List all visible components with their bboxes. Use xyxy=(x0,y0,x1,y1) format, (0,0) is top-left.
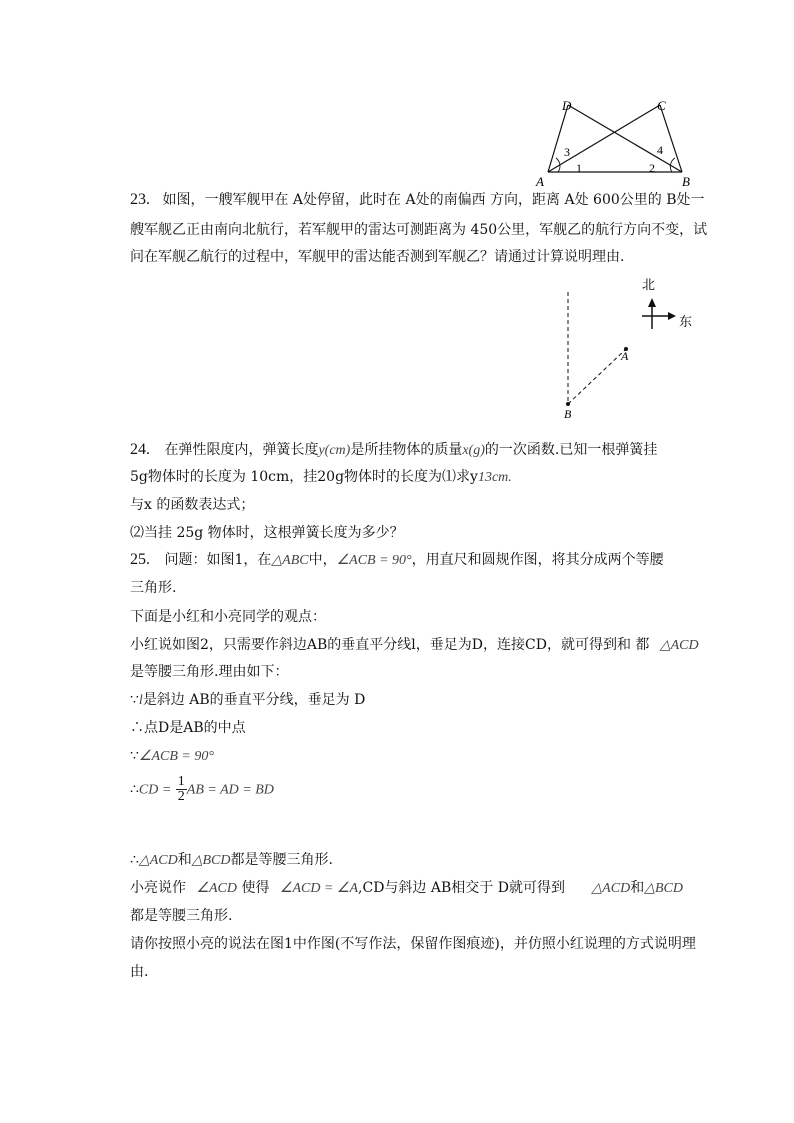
q25-line-3: 下面是小红和小亮同学的观点： xyxy=(130,609,326,625)
tri-acd: △ACD xyxy=(138,853,178,868)
q24-line-3: 与x 的函数表达式； xyxy=(130,497,255,513)
fraction-numerator: 1 xyxy=(177,774,185,789)
q25-angle-eq: ∠ACB = 90° xyxy=(336,553,412,568)
q25-line-5: 是等腰三角形.理由如下： xyxy=(130,664,289,680)
xl-text-a: 小亮说作 xyxy=(130,880,186,896)
fraction-one-half xyxy=(176,775,187,804)
angle-label-3: 3 xyxy=(564,145,570,159)
q24-text-2b: ⑴求y xyxy=(442,469,478,485)
label-C: C xyxy=(657,98,666,113)
xl-angle-eq: ∠ACD = ∠A xyxy=(279,881,359,896)
ab-equation: AB = AD = BD xyxy=(186,782,274,798)
q24-text-1c: 的一次函数.已知一根弹簧挂 xyxy=(484,442,658,458)
q24-x-var: x(g) xyxy=(462,443,485,458)
q23-line-2: 艘军舰乙正由南向北航行，若军舰甲的雷达可测距离为 450公里，军舰乙的航行方向不变，试 xyxy=(130,222,708,238)
xl-text-c: ,CD与斜边 AB相交于 D就可得到 xyxy=(358,880,565,896)
xl-tri-bcd: △BCD xyxy=(644,881,683,896)
q25-line-4 xyxy=(130,635,699,656)
q24-line-4: ⑵当挂 25g 物体时，这根弹簧长度为多少？ xyxy=(130,525,404,541)
label-B: B xyxy=(682,174,690,189)
label-D: D xyxy=(562,98,572,113)
because-symbol: ∵ xyxy=(130,692,139,708)
q25-text-4a: 小红说如图2，只需要作斜边AB的垂直平分线l，垂足为D，连接CD，就可得到和 都 xyxy=(130,637,650,653)
tri-bcd: △BCD xyxy=(191,853,231,868)
xl-tri-acd: △ACD xyxy=(591,881,631,896)
q24-text-1a: 在弹性限度内，弹簧长度 xyxy=(164,442,319,458)
q25-tri-acd: △ACD xyxy=(659,638,699,653)
line-l: l xyxy=(138,693,143,708)
q25-line-1 xyxy=(130,550,664,571)
q23-text-1: 如图，一艘军舰甲在 A处停留，此时在 A处的南偏西 方向，距离 A处 600公里的 B处一 xyxy=(162,192,705,208)
therefore-symbol: ∴ xyxy=(130,781,139,798)
q24-text-2a: 5g物体时的长度为 10cm，挂20g物体时的长度为 xyxy=(130,469,443,485)
label-A: A xyxy=(621,349,629,363)
q24-line-2 xyxy=(130,467,512,488)
segment-BD xyxy=(568,105,682,172)
xl-angle-acd: ∠ACD xyxy=(196,881,238,896)
reason-line-2: ∴点D是AB的中点 xyxy=(130,720,246,736)
q25-number: 25. xyxy=(130,551,150,568)
q25-text-1c: ，用直尺和圆规作图，将其分成两个等腰 xyxy=(411,552,664,568)
fraction-denominator: 2 xyxy=(177,789,185,804)
angle-label-2: 2 xyxy=(649,161,655,175)
q25-text-1a: 问题：如图1，在 xyxy=(164,552,272,568)
q25-text-1b: 中， xyxy=(308,552,337,568)
xl-text-b: 使得 xyxy=(241,880,270,896)
reason-line-5 xyxy=(130,850,333,871)
q23-number: 23. xyxy=(130,191,150,208)
north-label: 北 xyxy=(642,277,656,292)
reason-1-text: 是斜边 AB的垂直平分线，垂足为 D xyxy=(142,692,366,708)
because-symbol: ∵ xyxy=(130,748,139,764)
east-label: 东 xyxy=(679,314,693,329)
q23-line-3: 问在军舰乙航行的过程中，军舰甲的雷达能否测到军舰乙？请通过计算说明理由. xyxy=(130,249,625,265)
reason-5-text: 都是等腰三角形. xyxy=(230,852,333,868)
q24-text-1b: 是所挂物体的质量 xyxy=(350,442,463,458)
q24-number: 24. xyxy=(130,441,150,458)
q24-text-2c: 13cm. xyxy=(477,470,512,485)
task-line-2: 由. xyxy=(130,964,149,980)
label-A: A xyxy=(536,174,544,189)
xiaoliang-line-1 xyxy=(130,878,683,899)
triangle-figure xyxy=(530,92,700,192)
navigation-figure xyxy=(548,272,708,422)
point-B xyxy=(566,402,570,406)
xl-text-d: 和 xyxy=(630,880,645,896)
angle-label-4: 4 xyxy=(657,143,663,157)
q23-line-1 xyxy=(130,190,705,210)
q25-line-2: 三角形. xyxy=(130,580,177,596)
angle-acb-eq: ∠ACB = 90° xyxy=(138,749,214,764)
segment-AB-dashed xyxy=(568,349,626,404)
q24-line-1 xyxy=(130,440,657,461)
label-B: B xyxy=(564,407,572,421)
angle-label-1: 1 xyxy=(576,161,582,175)
and-text: 和 xyxy=(177,852,192,868)
therefore-symbol: ∴ xyxy=(130,852,139,868)
reason-line-3 xyxy=(130,746,214,767)
reason-line-4 xyxy=(130,775,274,805)
compass-icon xyxy=(642,298,676,329)
reason-line-1 xyxy=(130,690,365,711)
xiaoliang-line-2: 都是等腰三角形. xyxy=(130,908,233,924)
q25-tri-abc: △ABC xyxy=(271,553,309,568)
cd-eq: CD = xyxy=(138,782,172,798)
task-line-1: 请你按照小亮的说法在图1中作图(不写作法，保留作图痕迹)，并仿照小红说理的方式说明理 xyxy=(130,936,696,952)
q24-y-var: y(cm) xyxy=(318,443,351,458)
